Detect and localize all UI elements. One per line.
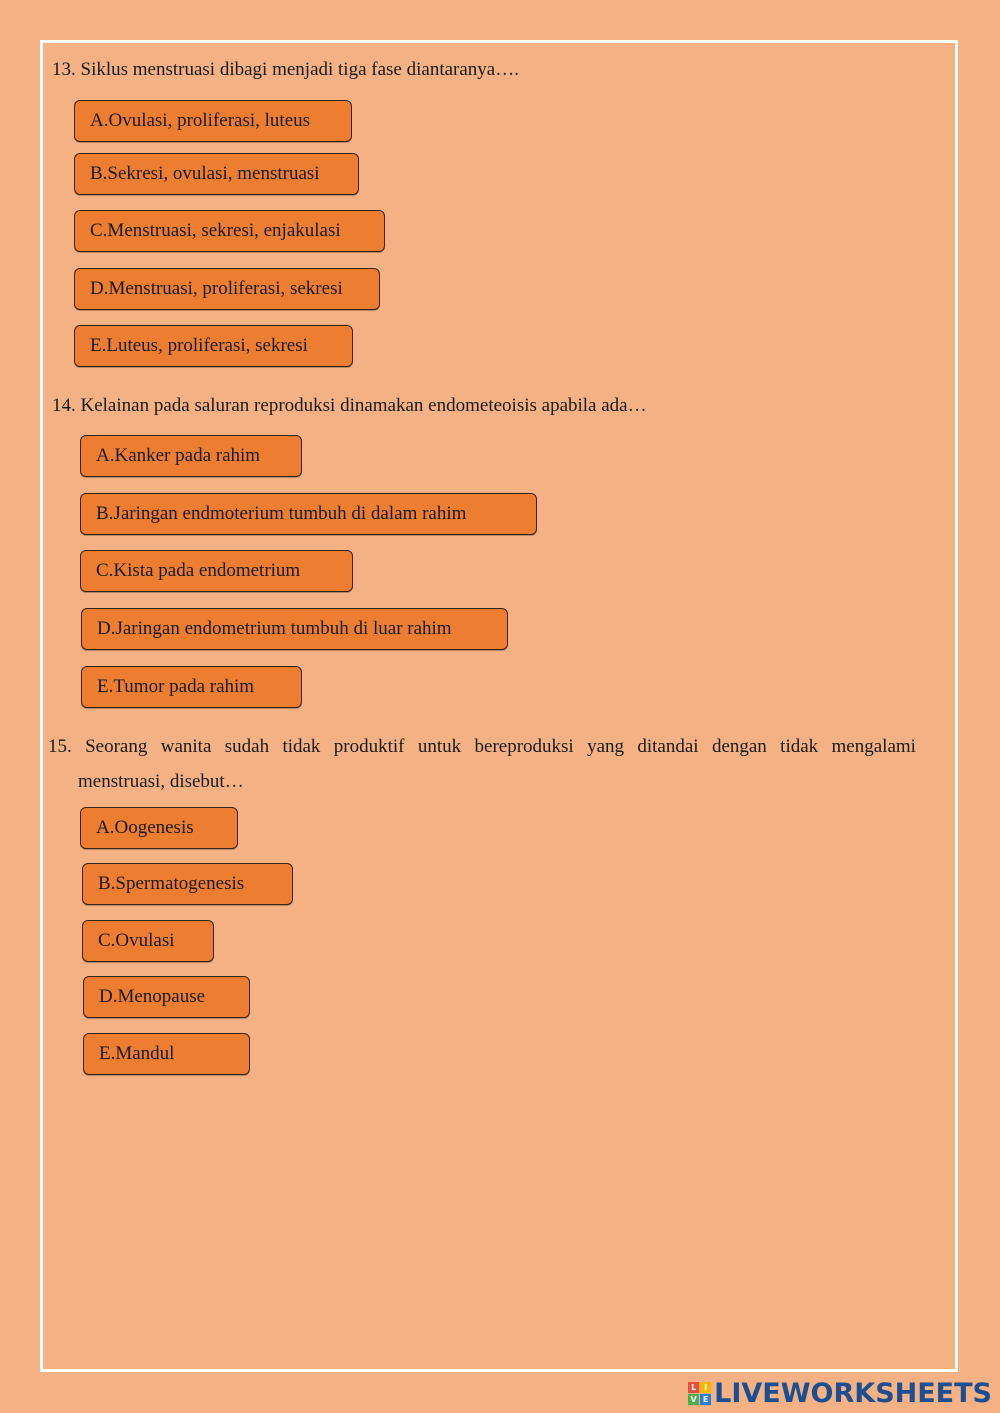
q14-option-b[interactable]: B.Jaringan endmoterium tumbuh di dalam rahim bbox=[80, 493, 537, 535]
question-text: Siklus menstruasi dibagi menjadi tiga fase diantaranya…. bbox=[80, 59, 519, 80]
question-word: dengan bbox=[711, 736, 767, 757]
question-number: 14. bbox=[52, 395, 76, 416]
question-word: bereproduksi bbox=[474, 736, 574, 757]
question-word: sudah bbox=[224, 736, 270, 757]
question-text-line-2: menstruasi, disebut… bbox=[78, 771, 244, 792]
q15-option-c[interactable]: C.Ovulasi bbox=[82, 920, 214, 962]
q14-option-e[interactable]: E.Tumor pada rahim bbox=[81, 666, 302, 708]
logo-tile: L bbox=[688, 1382, 699, 1393]
q13-option-c[interactable]: C.Menstruasi, sekresi, enjakulasi bbox=[74, 210, 385, 252]
question-number: 13. bbox=[52, 59, 76, 80]
question-text-line-1 bbox=[48, 729, 916, 764]
question-word: ditandai bbox=[637, 736, 699, 757]
logo-tile: I bbox=[700, 1382, 711, 1393]
q15-option-a[interactable]: A.Oogenesis bbox=[80, 807, 238, 849]
question-15 bbox=[48, 729, 916, 799]
question-14 bbox=[52, 388, 647, 423]
q13-option-a[interactable]: A.Ovulasi, proliferasi, luteus bbox=[74, 100, 352, 142]
question-word: wanita bbox=[160, 736, 212, 757]
question-word: untuk bbox=[417, 736, 462, 757]
q14-option-d[interactable]: D.Jaringan endometrium tumbuh di luar rahim bbox=[81, 608, 508, 650]
q15-option-d[interactable]: D.Menopause bbox=[83, 976, 250, 1018]
liveworksheets-watermark bbox=[688, 1378, 992, 1409]
q13-option-e[interactable]: E.Luteus, proliferasi, sekresi bbox=[74, 325, 353, 367]
question-13 bbox=[52, 52, 519, 87]
logo-tile: E bbox=[700, 1394, 711, 1405]
question-word: tidak bbox=[282, 736, 321, 757]
question-word: Seorang bbox=[85, 736, 148, 757]
q15-option-e[interactable]: E.Mandul bbox=[83, 1033, 250, 1075]
question-text: Kelainan pada saluran reproduksi dinamakan endometeoisis apabila ada… bbox=[80, 395, 647, 416]
q13-option-d[interactable]: D.Menstruasi, proliferasi, sekresi bbox=[74, 268, 380, 310]
question-word: mengalami bbox=[831, 736, 916, 757]
logo-tile: V bbox=[688, 1394, 699, 1405]
q13-option-b[interactable]: B.Sekresi, ovulasi, menstruasi bbox=[74, 153, 359, 195]
q14-option-c[interactable]: C.Kista pada endometrium bbox=[80, 550, 353, 592]
question-number: 15. bbox=[48, 736, 72, 757]
q14-option-a[interactable]: A.Kanker pada rahim bbox=[80, 435, 302, 477]
question-word: tidak bbox=[780, 736, 819, 757]
liveworksheets-logo-icon bbox=[688, 1382, 711, 1405]
question-word: yang bbox=[587, 736, 625, 757]
q15-option-b[interactable]: B.Spermatogenesis bbox=[82, 863, 293, 905]
watermark-text: LIVEWORKSHEETS bbox=[714, 1378, 992, 1409]
question-word: produktif bbox=[333, 736, 405, 757]
